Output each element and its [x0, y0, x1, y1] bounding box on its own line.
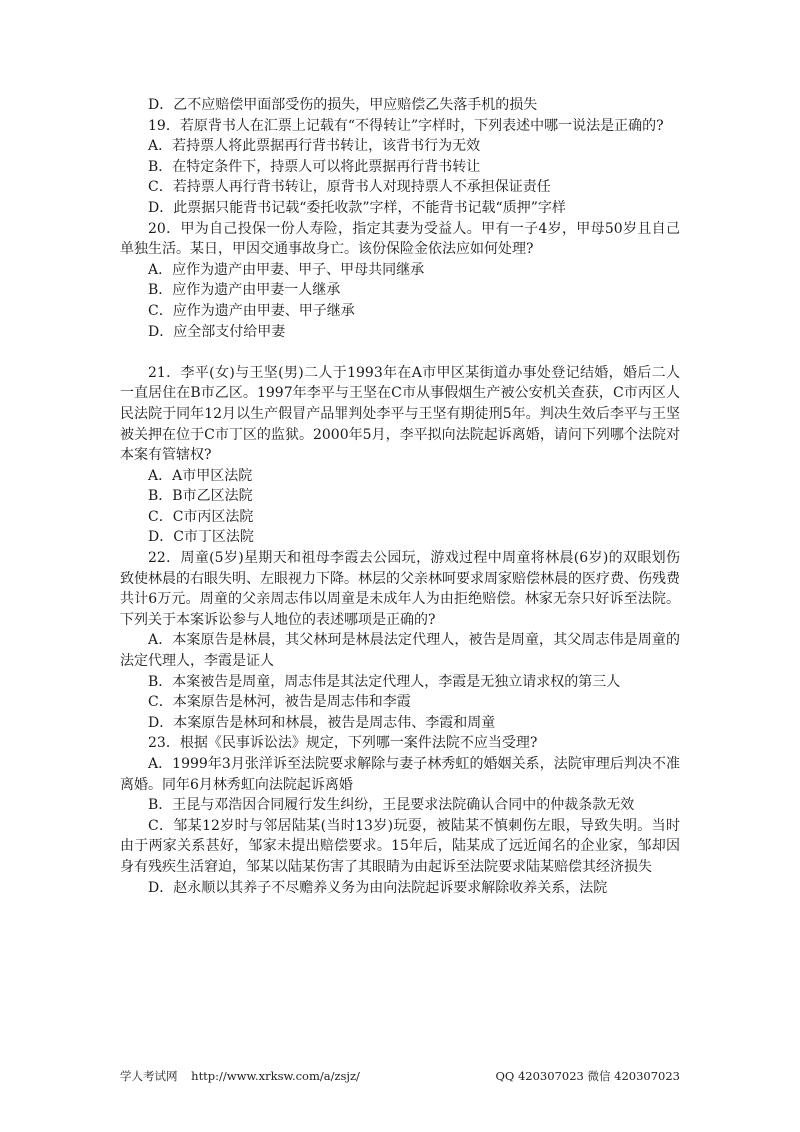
paragraph: 19．若原背书人在汇票上记载有“不得转让”字样时，下列表述中哪一说法是正确的? — [148, 117, 664, 134]
footer-url-link[interactable]: http://www.xrksw.com/a/zsjz/ — [191, 1069, 360, 1083]
paragraph: C．应作为遗产由甲妻、甲子继承 — [148, 302, 355, 319]
paragraph: C．若持票人再行背书转让，原背书人对现持票人不承担保证责任 — [148, 179, 551, 196]
paragraph: C．本案原告是林河，被告是周志伟和李霞 — [148, 694, 411, 711]
paragraph: A．应作为遗产由甲妻、甲子、甲母共同继承 — [148, 261, 425, 278]
paragraph: C．C市丙区法院 — [148, 508, 254, 525]
footer-site-name: 学人考试网 — [120, 1069, 178, 1083]
document-body — [120, 95, 680, 898]
paragraph: D．赵永顺以其养子不尽赡养义务为由向法院起诉要求解除收养关系，法院 — [148, 879, 608, 896]
footer-contact: QQ 420307023 微信 420307023 — [495, 1069, 680, 1083]
paragraph: D．应全部支付给甲妻 — [148, 323, 286, 340]
paragraph: B．在特定条件下，持票人可以将此票据再行背书转让 — [148, 158, 481, 175]
paragraph: B．B市乙区法院 — [148, 488, 253, 505]
paragraph: 20．甲为自己投保一份人寿险，指定其妻为受益人。甲有一子4岁，甲母50岁且自己单独生活。某日，甲因交通事故身亡。该份保险金依法应如何处理? — [120, 220, 680, 258]
paragraph: B．应作为遗产由甲妻一人继承 — [148, 282, 341, 299]
paragraph: D．乙不应赔偿甲面部受伤的损失，甲应赔偿乙失落手机的损失 — [148, 97, 538, 113]
paragraph-gap — [120, 342, 680, 363]
paragraph: 22．周童(5岁)星期天和祖母李霞去公园玩，游戏过程中周童将林晨(6岁)的双眼划伤致使林晨的右眼失明、左眼视力下降。林层的父亲林呵要求周家赔偿林晨的医疗费、伤残费共计6万元。周童的父亲周志伟以周童是未成年人为由拒绝赔偿。林家无奈只好诉至法院。下列关于本案诉讼参与人地位的表述哪项是正确的? — [120, 550, 680, 628]
paragraph: 21．李平(女)与王坚(男)二人于1993年在A市甲区某街道办事处登记结婚，婚后二人一直居住在B市乙区。1997年李平与王坚在C市从事假烟生产被公安机关查获，C市丙区人民法院于同年12月以生产假冒产品罪判处李平与王坚有期徒刑5年。判决生效后李平与王坚被关押在位于C市丁区的监狱。2000年5月，李平拟向法院起诉离婚，请问下列哪个法院对本案有管辖权? — [120, 364, 680, 464]
paragraph: D．此票据只能背书记载“委托收款”字样，不能背书记载“质押”字样 — [148, 199, 566, 216]
paragraph: A．若持票人将此票据再行背书转让，该背书行为无效 — [148, 138, 481, 155]
paragraph: D．C市丁区法院 — [148, 529, 254, 546]
paragraph: C．邹某12岁时与邻居陆某(当时13岁)玩耍，被陆某不慎刺伤左眼，导致失明。当时由于两家关系甚好，邹家未提出赔偿要求。15年后，陆某成了远近闻名的企业家，邹却因身有残疾生活窘迫，邹某以陆某伤害了其眼睛为由起诉至法院要求陆某赔偿其经济损失 — [120, 817, 680, 875]
footer-left — [120, 1068, 360, 1084]
paragraph: B．王昆与邓浩因合同履行发生纠纷，王昆要求法院确认合同中的仲裁条款无效 — [148, 797, 635, 814]
paragraph: 23．根据《民事诉讼法》规定，下列哪一案件法院不应当受理? — [148, 735, 538, 752]
paragraph: A．1999年3月张洋诉至法院要求解除与妻子林秀虹的婚姻关系，法院审理后判决不准离婚。同年6月林秀虹向法院起诉离婚 — [120, 756, 680, 793]
paragraph: B．本案被告是周童，周志伟是其法定代理人，李霞是无独立请求权的第三人 — [148, 673, 621, 690]
paragraph: D．本案原告是林珂和林晨，被告是周志伟、李霞和周童 — [148, 714, 496, 731]
paragraph: A．本案原告是林晨，其父林珂是林晨法定代理人，被告是周童，其父周志伟是周童的法定代理人，李霞是证人 — [120, 632, 680, 670]
paragraph: A．A市甲区法院 — [148, 467, 253, 484]
